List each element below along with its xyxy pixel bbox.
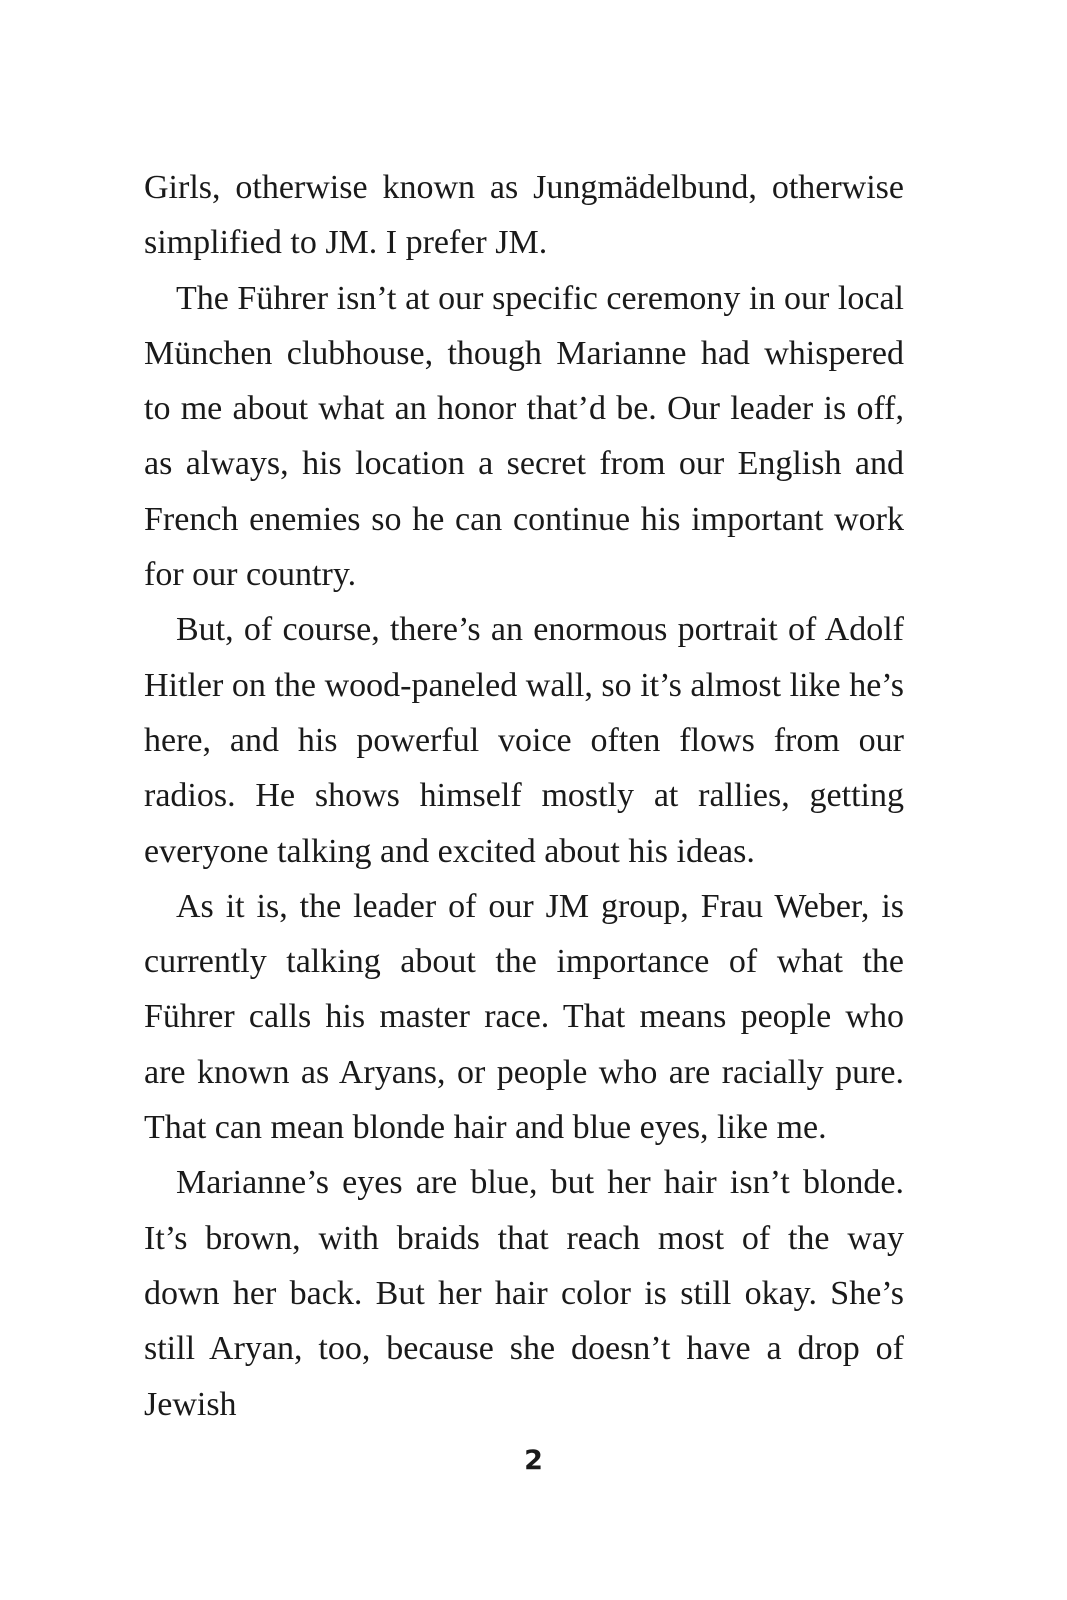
paragraph: Marianne’s eyes are blue, but her hair isn’t blonde. It’s brown, with braids that reach most of the way down her back. But her hair color is still okay. She’s still Aryan, too, because she doesn’t have a drop of Jewish xyxy=(144,1164,904,1423)
page-number: 2 xyxy=(524,1445,543,1476)
paragraph: The Führer isn’t at our specific ceremony in our local München clubhouse, though Marianne had whispered to me about what an honor that’d be. Our leader is off, as always, his location a secret from our English and French enemies so he can continue his important work for our country. xyxy=(144,279,904,594)
paragraph: As it is, the leader of our JM group, Frau Weber, is currently talking about the importance of what the Führer calls his master race. That means people who are known as Aryans, or people who are racially pure. That can mean blonde hair and blue eyes, like me. xyxy=(144,887,904,1147)
paragraph: But, of course, there’s an enormous portrait of Adolf Hitler on the wood-paneled wall, so it’s almost like he’s here, and his powerful voice often flows from our radios. He shows himself mostly at rallies, getting everyone talking and excited about his ideas. xyxy=(144,611,904,870)
body-text xyxy=(144,160,904,1432)
paragraph: Girls, otherwise known as Jungmädelbund, otherwise simplified to JM. I prefer JM. xyxy=(144,169,904,262)
